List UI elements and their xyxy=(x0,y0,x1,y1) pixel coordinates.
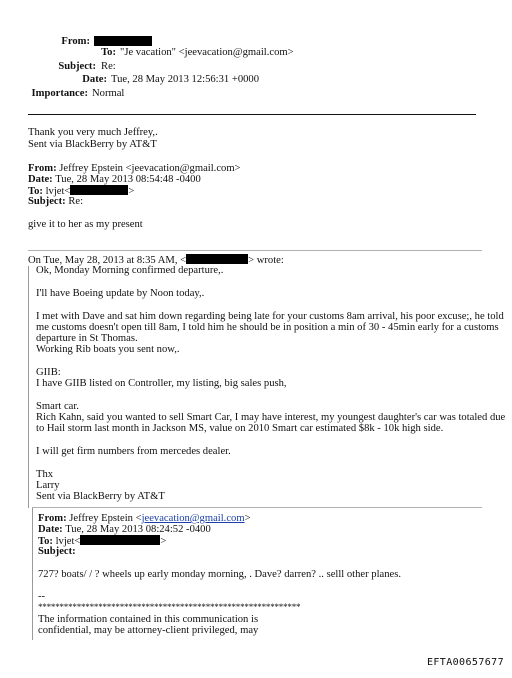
msg2-to-value: lvjet< xyxy=(45,186,71,197)
msg3-line-14: Sent via BlackBerry by AT&T xyxy=(36,491,165,502)
reply-line-1: Thank you very much Jeffrey,. xyxy=(28,127,158,138)
nested-quote-bar xyxy=(32,508,33,640)
subject-value: Re: xyxy=(101,61,116,72)
msg4-to-close: > xyxy=(160,536,167,547)
msg4-subject-label: Subject: xyxy=(38,546,76,557)
document-id: EFTA00657677 xyxy=(426,657,504,669)
msg3-line-10: to Hail storm last month in Jackson MS, value on 2010 Smart car estimated $8k - 10k high side. xyxy=(36,423,444,434)
msg3-line-6: GIIB: xyxy=(36,367,61,378)
msg4-from-name: Jeffrey Epstein < xyxy=(69,513,142,524)
importance-value: Normal xyxy=(92,88,125,99)
msg3-line-11: I will get firm numbers from mercedes dealer. xyxy=(36,446,231,457)
subject-label: Subject: xyxy=(58,61,96,72)
quote-bar xyxy=(28,266,29,508)
msg4-body: 727? boats/ / ? wheels up early monday morning, . Dave? darren? .. selll other planes. xyxy=(38,569,402,580)
msg4-date-label: Date: xyxy=(38,524,63,535)
msg3-line-5: Working Rib boats you sent now,. xyxy=(36,344,180,355)
to-value: "Je vacation" <jeevacation@gmail.com> xyxy=(120,47,294,58)
msg4-from-label: From: xyxy=(38,513,67,524)
from-label: From: xyxy=(61,36,90,47)
msg4-stars-rule: ************************************************************* xyxy=(38,602,301,612)
msg3-line-3: me customs doesn't open till 8am, I told him he should be in position a min of 30 - 45min early for a customs xyxy=(36,322,499,333)
msg3-line-8: Smart car. xyxy=(36,401,79,412)
msg4-disclaimer-2: confidential, may be attorney-client privileged, may xyxy=(38,625,259,636)
msg2-body: give it to her as my present xyxy=(28,219,143,230)
nested-quote-top-rule xyxy=(32,507,482,508)
msg3-line-9: Rich Kahn, said you wanted to sell Smart Car, I may have interest, my youngest daughter's car was totaled due xyxy=(36,412,506,423)
msg3-line-2: I met with Dave and sat him down regarding being late for your customs 8am arrival, his poor excuse;, he told xyxy=(36,311,504,322)
msg3-line-7: I have GIIB listed on Controller, my listing, big sales push, xyxy=(36,378,287,389)
msg4-to-redaction xyxy=(80,535,160,545)
msg2-subject-row xyxy=(28,196,83,209)
msg2-from-label: From: xyxy=(28,163,57,174)
msg3-line-1: I'll have Boeing update by Noon today,. xyxy=(36,288,205,299)
msg4-sig-dashes: -- xyxy=(38,591,46,602)
to-label: To: xyxy=(101,47,116,58)
header-divider xyxy=(28,114,476,115)
msg3-line-13: Larry xyxy=(36,480,60,491)
msg4-date-value: Tue, 28 May 2013 08:24:52 -0400 xyxy=(65,524,211,535)
msg2-to-close: > xyxy=(128,186,135,197)
msg2-to-redaction xyxy=(70,185,128,195)
msg3-intro-post: > wrote: xyxy=(248,255,284,266)
msg2-to-label: To: xyxy=(28,186,43,197)
date-value: Tue, 28 May 2013 12:56:31 +0000 xyxy=(111,74,260,85)
msg4-to-label: To: xyxy=(38,536,53,547)
msg4-from-email-link[interactable]: jeevacation@gmail.com xyxy=(141,513,245,524)
msg2-date-label: Date: xyxy=(28,174,53,185)
msg4-to-value: lvjet< xyxy=(55,536,81,547)
importance-label: Importance: xyxy=(31,88,88,99)
msg3-intro-pre: On Tue, May 28, 2013 at 8:35 AM, < xyxy=(28,255,187,266)
quote-top-rule xyxy=(28,250,482,251)
msg2-from-value: Jeffrey Epstein <jeevacation@gmail.com> xyxy=(59,163,241,174)
msg3-line-12: Thx xyxy=(36,469,54,480)
date-label: Date: xyxy=(82,74,107,85)
msg3-sender-redaction xyxy=(186,254,248,264)
msg4-subject-row xyxy=(38,546,76,559)
msg4-from-close: > xyxy=(244,513,251,524)
msg2-subject-label: Subject: xyxy=(28,196,66,207)
reply-signature: Sent via BlackBerry by AT&T xyxy=(28,139,157,150)
msg2-date-value: Tue, 28 May 2013 08:54:48 -0400 xyxy=(55,174,201,185)
msg4-disclaimer-1: The information contained in this communication is xyxy=(38,614,259,625)
msg3-line-4: departure in St Thomas. xyxy=(36,333,138,344)
msg2-subject-value: Re: xyxy=(68,196,84,207)
msg3-line-0: Ok, Monday Morning confirmed departure,. xyxy=(36,265,224,276)
